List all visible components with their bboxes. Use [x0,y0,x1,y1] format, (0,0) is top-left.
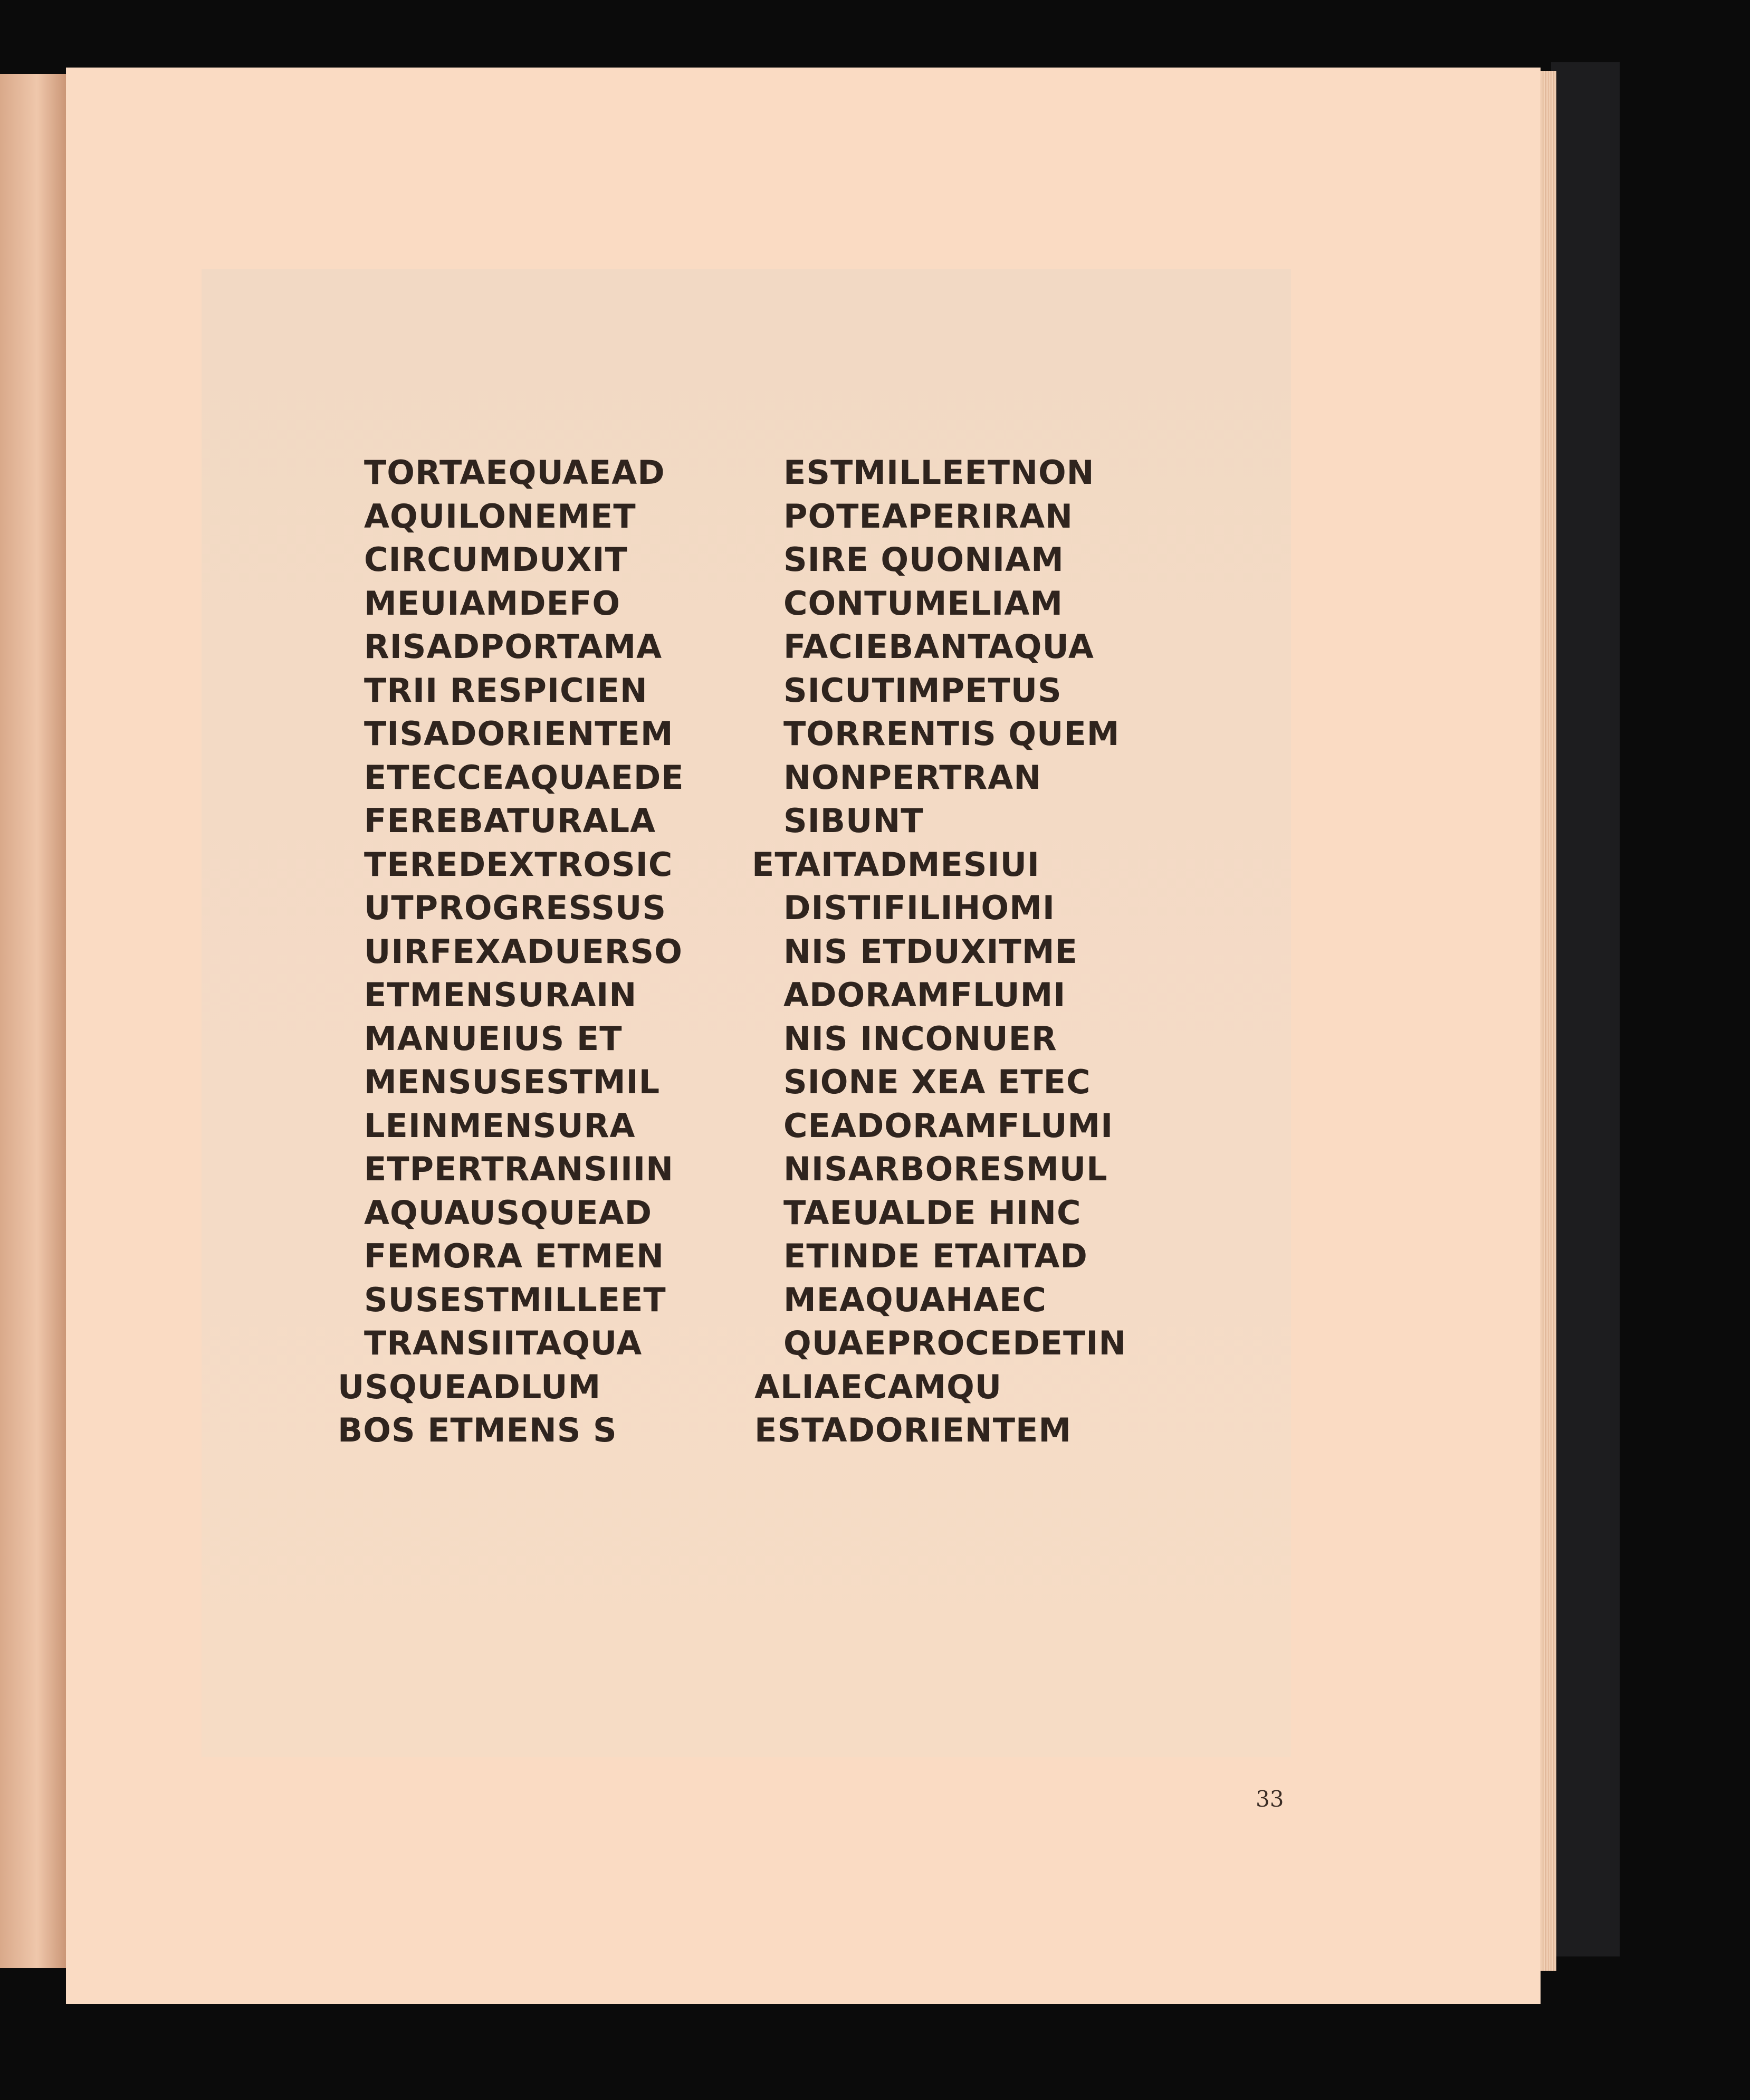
manuscript-line: TEREDEXTROSIC [364,845,673,884]
manuscript-line: RISADPORTAMA [364,627,663,666]
manuscript-line: NIS INCONUER [783,1019,1057,1058]
manuscript-line: FEMORA ETMEN [364,1237,665,1275]
manuscript-line: AQUILONEMET [364,497,636,536]
manuscript-line: ETAITADMESIUI [752,845,1040,884]
manuscript-line: UIRFEXADUERSO [364,932,683,971]
manuscript-line: ETECCEAQUAEDE [364,758,684,797]
manuscript-line: SICUTIMPETUS [783,671,1062,710]
manuscript-line: SUSESTMILLEET [364,1280,666,1319]
manuscript-line: FACIEBANTAQUA [783,627,1094,666]
left-page-edge [0,74,68,1968]
manuscript-line: QUAEPROCEDETIN [783,1324,1127,1362]
manuscript-line: TORTAEQUAEAD [364,453,665,492]
manuscript-line: CEADORAMFLUMI [783,1106,1114,1145]
manuscript-line: TISADORIENTEM [364,714,674,753]
page-number: 33 [1256,1786,1284,1812]
manuscript-line: LEINMENSURA [364,1106,636,1145]
manuscript-line: DISTIFILIHOMI [783,889,1055,927]
manuscript-line: SIBUNT [783,801,924,840]
manuscript-line: UTPROGRESSUS [364,889,667,927]
book-cover-edge [1551,62,1620,1956]
manuscript-line: SIRE QUONIAM [783,540,1064,579]
manuscript-line: CIRCUMDUXIT [364,540,628,579]
manuscript-line: ESTADORIENTEM [754,1411,1072,1449]
manuscript-line: ETINDE ETAITAD [783,1237,1088,1275]
manuscript-line: ALIAECAMQU [754,1367,1002,1406]
manuscript-line: NIS ETDUXITME [783,932,1078,971]
manuscript-line: USQUEADLUM [338,1367,601,1406]
manuscript-line: SIONE XEA ETEC [783,1063,1091,1101]
manuscript-line: TORRENTIS QUEM [783,714,1120,753]
manuscript-line: ADORAMFLUMI [783,976,1066,1014]
manuscript-line: AQUAUSQUEAD [364,1193,653,1232]
manuscript-line: ETPERTRANSIIIN [364,1150,674,1188]
manuscript-line: TAEUALDE HINC [783,1193,1082,1232]
manuscript-line: MEUIAMDEFO [364,584,621,623]
manuscript-line: TRANSIITAQUA [364,1324,643,1362]
manuscript-line: TRII RESPICIEN [364,671,648,710]
manuscript-line: NISARBORESMUL [783,1150,1108,1188]
manuscript-line: MANUEIUS ET [364,1019,623,1058]
manuscript-line: MEAQUAHAEC [783,1280,1047,1319]
manuscript-left-column [338,451,684,1453]
manuscript-line: ESTMILLEETNON [783,453,1095,492]
manuscript-line: FEREBATURALA [364,801,656,840]
manuscript-line: ETMENSURAIN [364,976,637,1014]
manuscript-line: MENSUSESTMIL [364,1063,661,1101]
manuscript-line: POTEAPERIRAN [783,497,1073,536]
manuscript-line: NONPERTRAN [783,758,1042,797]
manuscript-line: CONTUMELIAM [783,584,1064,623]
manuscript-line: BOS ETMENS S [338,1411,617,1449]
manuscript-right-column [752,451,1127,1453]
